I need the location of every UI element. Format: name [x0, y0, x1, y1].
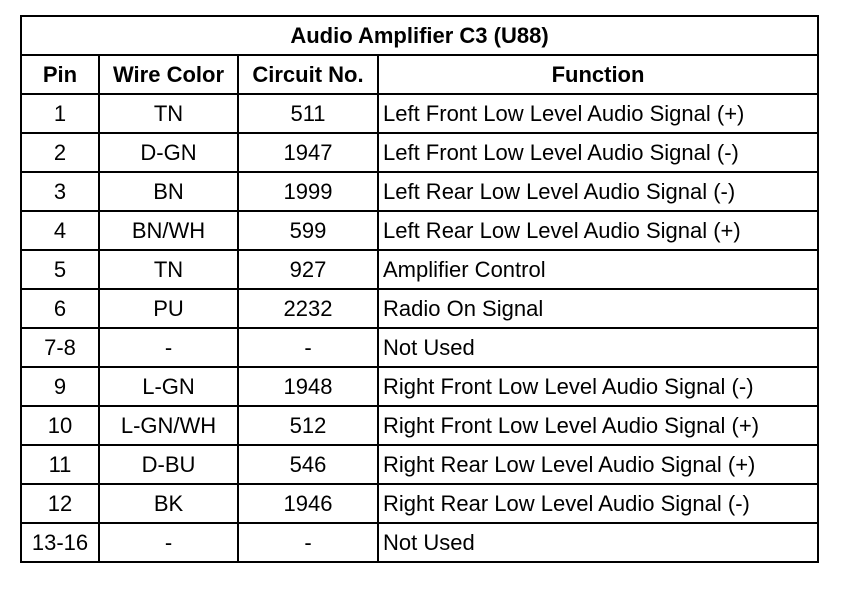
cell-function: Left Front Low Level Audio Signal (-) — [378, 133, 818, 172]
cell-circuit-no: 1946 — [238, 484, 378, 523]
header-function: Function — [378, 55, 818, 94]
cell-wire-color: BN — [99, 172, 238, 211]
table-row — [21, 94, 818, 133]
cell-wire-color: PU — [99, 289, 238, 328]
cell-wire-color: BK — [99, 484, 238, 523]
table-row — [21, 133, 818, 172]
table-row — [21, 406, 818, 445]
header-pin: Pin — [21, 55, 99, 94]
cell-circuit-no: 512 — [238, 406, 378, 445]
cell-pin: 13-16 — [21, 523, 99, 562]
cell-wire-color: - — [99, 523, 238, 562]
table-row — [21, 367, 818, 406]
header-wire-color: Wire Color — [99, 55, 238, 94]
cell-pin: 7-8 — [21, 328, 99, 367]
cell-circuit-no: - — [238, 328, 378, 367]
cell-wire-color: TN — [99, 250, 238, 289]
header-circuit-no: Circuit No. — [238, 55, 378, 94]
cell-circuit-no: 1999 — [238, 172, 378, 211]
cell-wire-color: D-BU — [99, 445, 238, 484]
cell-wire-color: D-GN — [99, 133, 238, 172]
table-row — [21, 211, 818, 250]
cell-pin: 2 — [21, 133, 99, 172]
cell-pin: 4 — [21, 211, 99, 250]
cell-function: Right Front Low Level Audio Signal (+) — [378, 406, 818, 445]
table-header-row — [21, 55, 818, 94]
table-row — [21, 484, 818, 523]
table-row — [21, 172, 818, 211]
cell-wire-color: L-GN/WH — [99, 406, 238, 445]
table-title: Audio Amplifier C3 (U88) — [21, 16, 818, 55]
cell-wire-color: TN — [99, 94, 238, 133]
connector-pinout-table — [20, 15, 819, 563]
cell-function: Not Used — [378, 328, 818, 367]
cell-pin: 12 — [21, 484, 99, 523]
cell-function: Right Rear Low Level Audio Signal (-) — [378, 484, 818, 523]
cell-circuit-no: 1948 — [238, 367, 378, 406]
cell-pin: 10 — [21, 406, 99, 445]
table-row — [21, 289, 818, 328]
cell-circuit-no: 599 — [238, 211, 378, 250]
cell-function: Radio On Signal — [378, 289, 818, 328]
cell-function: Not Used — [378, 523, 818, 562]
cell-function: Amplifier Control — [378, 250, 818, 289]
cell-circuit-no: 546 — [238, 445, 378, 484]
cell-circuit-no: 927 — [238, 250, 378, 289]
table-row — [21, 445, 818, 484]
table-row — [21, 523, 818, 562]
cell-pin: 11 — [21, 445, 99, 484]
cell-function: Right Front Low Level Audio Signal (-) — [378, 367, 818, 406]
cell-pin: 5 — [21, 250, 99, 289]
cell-function: Right Rear Low Level Audio Signal (+) — [378, 445, 818, 484]
cell-circuit-no: 511 — [238, 94, 378, 133]
table-row — [21, 328, 818, 367]
cell-pin: 9 — [21, 367, 99, 406]
cell-pin: 6 — [21, 289, 99, 328]
table-row — [21, 250, 818, 289]
table-title-row — [21, 16, 818, 55]
cell-function: Left Front Low Level Audio Signal (+) — [378, 94, 818, 133]
cell-function: Left Rear Low Level Audio Signal (+) — [378, 211, 818, 250]
cell-pin: 3 — [21, 172, 99, 211]
cell-circuit-no: - — [238, 523, 378, 562]
cell-wire-color: L-GN — [99, 367, 238, 406]
cell-wire-color: BN/WH — [99, 211, 238, 250]
cell-pin: 1 — [21, 94, 99, 133]
cell-wire-color: - — [99, 328, 238, 367]
cell-circuit-no: 1947 — [238, 133, 378, 172]
cell-circuit-no: 2232 — [238, 289, 378, 328]
cell-function: Left Rear Low Level Audio Signal (-) — [378, 172, 818, 211]
